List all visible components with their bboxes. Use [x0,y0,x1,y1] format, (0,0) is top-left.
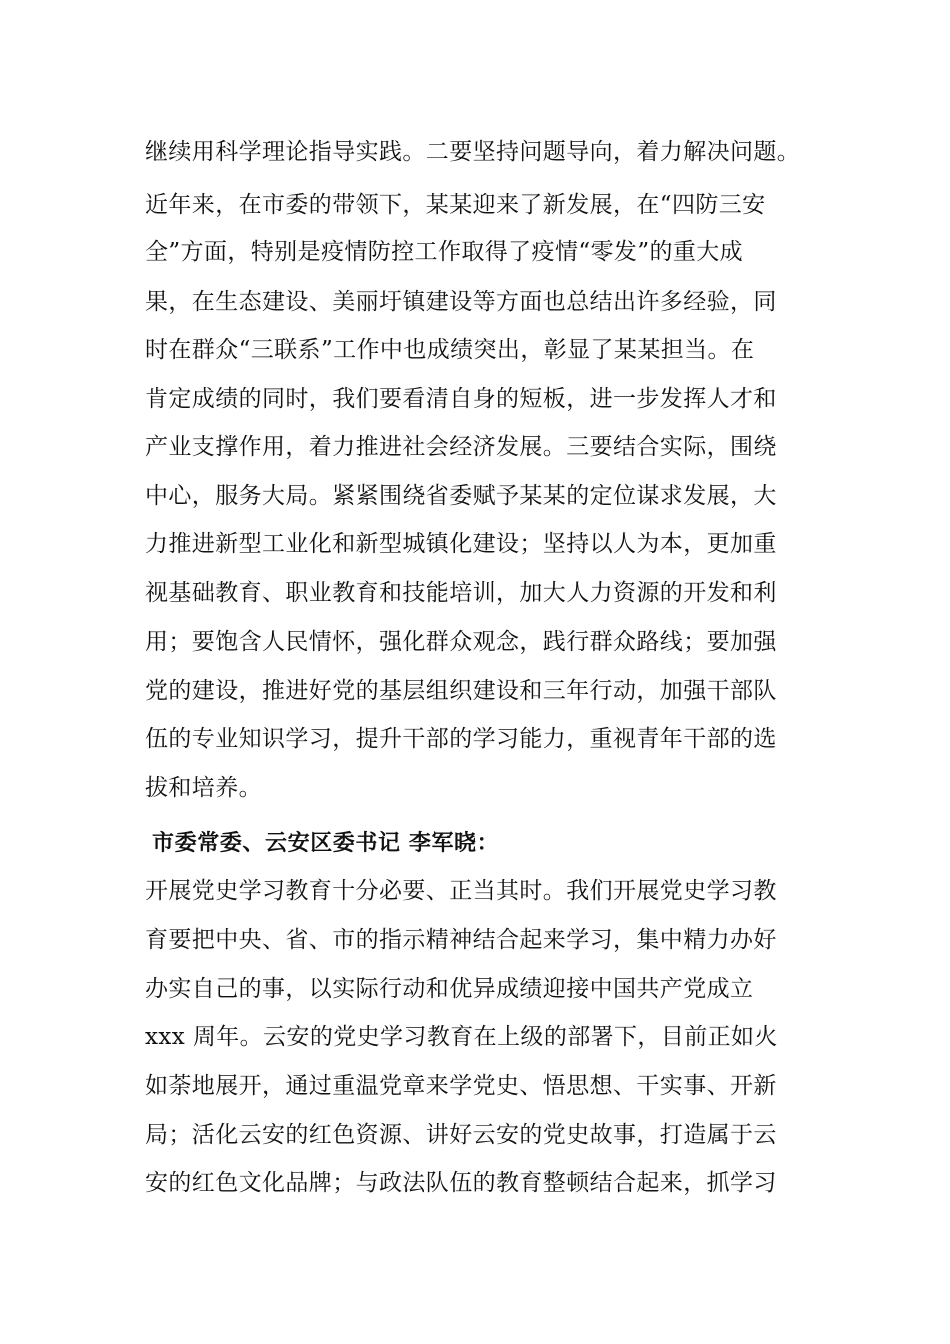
paragraph-1-line: 近年来，在市委的带领下，某某迎来了新发展，在“四防三安 [145,192,766,218]
paragraph-1-line: 继续用科学理论指导实践。二要坚持问题导向，着力解决问题。 [145,139,801,165]
paragraph-2-line: 办实自己的事，以实际行动和优异成绩迎接中国共产党成立 [145,976,754,1002]
paragraph-1-line: 产业支撑作用，着力推进社会经济发展。三要结合实际，围绕 [145,434,777,460]
paragraph-1-line: 伍的专业知识学习，提升干部的学习能力，重视青年干部的选 [145,726,777,752]
paragraph-1-line: 全”方面，特别是疫情防控工作取得了疫情“零发”的重大成 [145,239,744,265]
paragraph-1-line: 时在群众“三联系”工作中也成绩突出，彰显了某某担当。在 [145,337,755,363]
paragraph-2-line: xxx 周年。云安的党史学习教育在上级的部署下，目前正如火 [145,1024,778,1050]
paragraph-1-line: 力推进新型工业化和新型城镇化建设；坚持以人为本，更加重 [145,531,777,557]
paragraph-1-line: 党的建设，推进好党的基层组织建设和三年行动，加强干部队 [145,678,777,704]
paragraph-2-line: 如荼地展开，通过重温党章来学党史、悟思想、干实事、开新 [145,1073,777,1099]
paragraph-1-line: 中心，服务大局。紧紧围绕省委赋予某某的定位谋求发展，大 [145,483,777,509]
paragraph-1-line: 用；要饱含人民情怀，强化群众观念，践行群众路线；要加强 [145,629,777,655]
paragraph-1-line: 肯定成绩的同时，我们要看清自身的短板，进一步发挥人才和 [145,386,777,412]
speaker-heading: 市委常委、云安区委书记 李军晓： [152,831,500,856]
paragraph-1-line: 视基础教育、职业教育和技能培训，加大人力资源的开发和利 [145,580,777,606]
paragraph-1-line: 拔和培养。 [145,775,262,801]
paragraph-2-line: 开展党史学习教育十分必要、正当其时。我们开展党史学习教 [145,878,777,904]
paragraph-2-line: 安的红色文化品牌；与政法队伍的教育整顿结合起来，抓学习 [145,1170,777,1196]
paragraph-2-line: 育要把中央、省、市的指示精神结合起来学习，集中精力办好 [145,927,777,953]
paragraph-2-line: 局；活化云安的红色资源、讲好云安的党史故事，打造属于云 [145,1122,777,1148]
paragraph-1-line: 果，在生态建设、美丽圩镇建设等方面也总结出许多经验，同 [145,289,777,315]
